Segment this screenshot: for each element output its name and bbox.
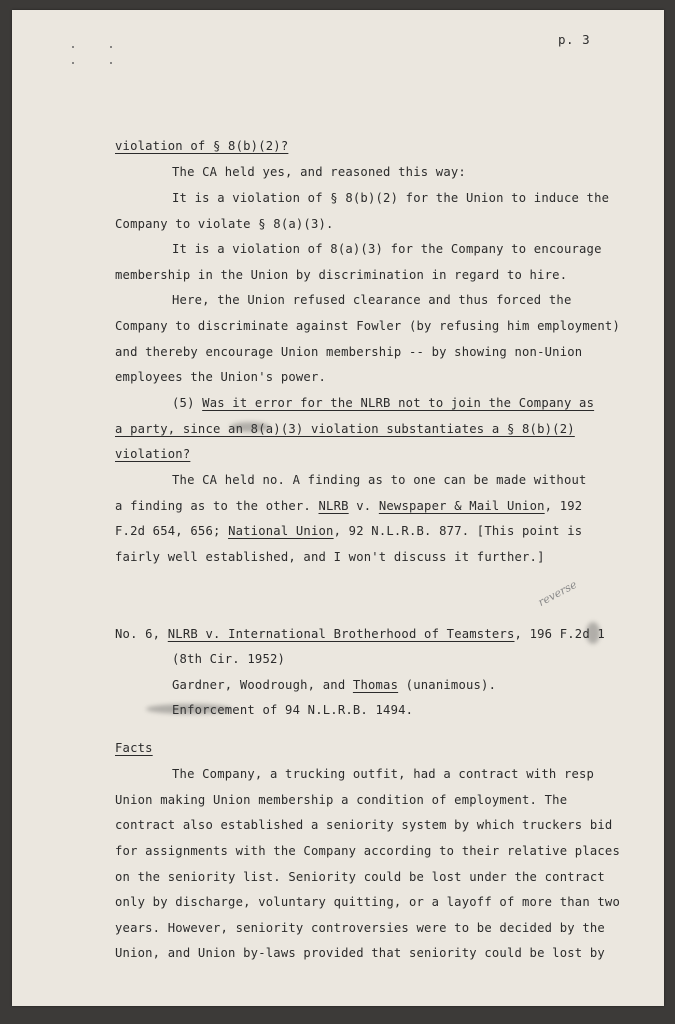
- text-line: on the seniority list. Seniority could be lost under the contract: [115, 870, 605, 884]
- text-line: contract also established a seniority system by which truckers bid: [115, 818, 613, 832]
- text-line: Union, and Union by-laws provided that seniority could be lost by: [115, 946, 605, 960]
- document-page: [12, 10, 664, 1006]
- text-line: fairly well established, and I won't discuss it further.]: [115, 550, 545, 564]
- section-heading: Facts: [115, 741, 153, 755]
- text-line: (5) Was it error for the NLRB not to join the Company as: [172, 396, 595, 410]
- text-line: employees the Union's power.: [115, 370, 327, 384]
- text-line: Here, the Union refused clearance and thus forced the: [172, 293, 572, 307]
- text-line: Union making Union membership a condition of employment. The: [115, 793, 568, 807]
- ink-smudge: [230, 422, 270, 432]
- text-line: It is a violation of § 8(b)(2) for the Union to induce the: [172, 191, 610, 205]
- text-line: It is a violation of 8(a)(3) for the Company to encourage: [172, 242, 602, 256]
- text-line: No. 6, NLRB v. International Brotherhood of Teamsters, 196 F.2d 1: [115, 627, 605, 641]
- text-line: Company to discriminate against Fowler (by refusing him employment): [115, 319, 621, 333]
- text-line: The Company, a trucking outfit, had a contract with resp: [172, 767, 595, 781]
- handwritten-annotation: reverse: [535, 577, 580, 609]
- page-number: p. 3: [558, 32, 591, 47]
- text-line: years. However, seniority controversies were to be decided by the: [115, 921, 605, 935]
- text-line: and thereby encourage Union membership -- by showing non-Union: [115, 345, 583, 359]
- text-line: F.2d 654, 656; National Union, 92 N.L.R.B. 877. [This point is: [115, 524, 583, 538]
- text-line: Company to violate § 8(a)(3).: [115, 217, 334, 231]
- margin-dots: [72, 46, 116, 68]
- text-line: The CA held no. A finding as to one can be made without: [172, 473, 587, 487]
- text-line: Enforcement of 94 N.L.R.B. 1494.: [172, 703, 414, 717]
- text-line: The CA held yes, and reasoned this way:: [172, 165, 466, 179]
- text-line: membership in the Union by discrimination in regard to hire.: [115, 268, 568, 282]
- text-line: a party, since an 8(a)(3) violation substantiates a § 8(b)(2): [115, 422, 575, 436]
- text-line: violation?: [115, 447, 191, 461]
- ink-smudge: [146, 704, 232, 714]
- text-line: Gardner, Woodrough, and Thomas (unanimous).: [172, 678, 497, 692]
- text-line: for assignments with the Company according to their relative places: [115, 844, 621, 858]
- ink-smudge: [586, 622, 600, 644]
- text-line: (8th Cir. 1952): [172, 652, 286, 666]
- text-line: a finding as to the other. NLRB v. Newspaper & Mail Union, 192: [115, 499, 583, 513]
- text-line: violation of § 8(b)(2)?: [115, 139, 289, 153]
- text-line: only by discharge, voluntary quitting, or a layoff of more than two: [115, 895, 621, 909]
